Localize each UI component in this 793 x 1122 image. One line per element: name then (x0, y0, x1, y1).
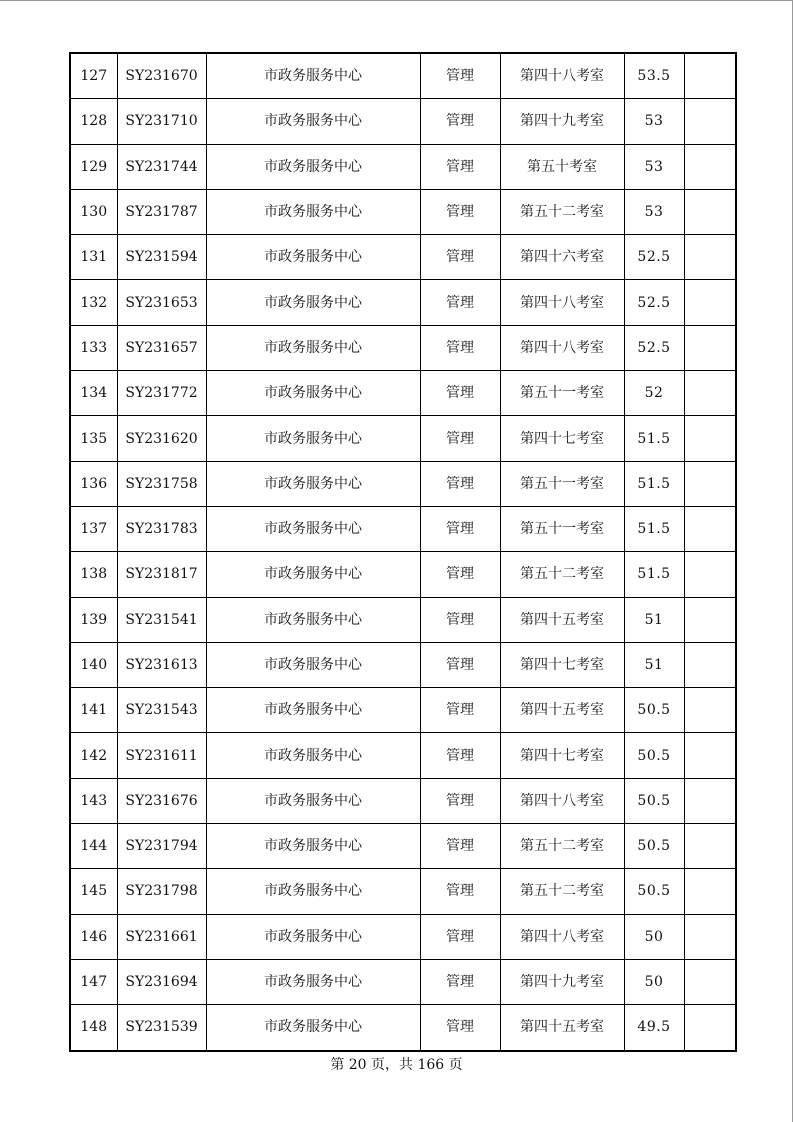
unit-name-cell: 市政务服务中心 (206, 461, 420, 506)
row-number-cell: 140 (70, 642, 117, 687)
table-row (70, 869, 736, 914)
exam-room-cell: 第四十八考室 (500, 53, 624, 99)
table-row (70, 1005, 736, 1051)
unit-name-cell: 市政务服务中心 (206, 869, 420, 914)
post-type-cell: 管理 (420, 1005, 500, 1051)
table-body (70, 53, 736, 1051)
row-number-cell: 146 (70, 914, 117, 959)
table-row (70, 959, 736, 1004)
table-row (70, 99, 736, 144)
exam-room-cell: 第四十五考室 (500, 1005, 624, 1051)
unit-name-cell: 市政务服务中心 (206, 506, 420, 551)
exam-room-cell: 第五十二考室 (500, 869, 624, 914)
candidate-id-cell: SY231657 (117, 325, 206, 370)
remark-cell (684, 53, 736, 99)
unit-name-cell: 市政务服务中心 (206, 552, 420, 597)
row-number-cell: 129 (70, 144, 117, 189)
exam-room-cell: 第四十九考室 (500, 959, 624, 1004)
candidate-id-cell: SY231794 (117, 824, 206, 869)
post-type-cell: 管理 (420, 552, 500, 597)
table-row (70, 461, 736, 506)
remark-cell (684, 597, 736, 642)
remark-cell (684, 371, 736, 416)
unit-name-cell: 市政务服务中心 (206, 914, 420, 959)
remark-cell (684, 688, 736, 733)
candidate-id-cell: SY231787 (117, 189, 206, 234)
score-cell: 53.5 (624, 53, 684, 99)
candidate-id-cell: SY231661 (117, 914, 206, 959)
candidate-id-cell: SY231744 (117, 144, 206, 189)
exam-room-cell: 第四十八考室 (500, 280, 624, 325)
row-number-cell: 128 (70, 99, 117, 144)
candidate-id-cell: SY231613 (117, 642, 206, 687)
table-row (70, 235, 736, 280)
row-number-cell: 131 (70, 235, 117, 280)
score-cell: 51.5 (624, 416, 684, 461)
unit-name-cell: 市政务服务中心 (206, 416, 420, 461)
unit-name-cell: 市政务服务中心 (206, 824, 420, 869)
candidate-id-cell: SY231710 (117, 99, 206, 144)
page-border-top (0, 0, 793, 1)
row-number-cell: 144 (70, 824, 117, 869)
row-number-cell: 148 (70, 1005, 117, 1051)
score-cell: 52.5 (624, 235, 684, 280)
candidate-id-cell: SY231772 (117, 371, 206, 416)
candidate-id-cell: SY231783 (117, 506, 206, 551)
exam-room-cell: 第四十七考室 (500, 642, 624, 687)
score-cell: 53 (624, 189, 684, 234)
exam-room-cell: 第四十八考室 (500, 325, 624, 370)
row-number-cell: 143 (70, 778, 117, 823)
row-number-cell: 142 (70, 733, 117, 778)
table-row (70, 144, 736, 189)
remark-cell (684, 325, 736, 370)
unit-name-cell: 市政务服务中心 (206, 597, 420, 642)
exam-room-cell: 第四十八考室 (500, 914, 624, 959)
score-cell: 53 (624, 144, 684, 189)
candidate-id-cell: SY231798 (117, 869, 206, 914)
row-number-cell: 138 (70, 552, 117, 597)
exam-room-cell: 第四十七考室 (500, 733, 624, 778)
remark-cell (684, 235, 736, 280)
candidate-id-cell: SY231611 (117, 733, 206, 778)
unit-name-cell: 市政务服务中心 (206, 280, 420, 325)
exam-room-cell: 第五十一考室 (500, 506, 624, 551)
candidate-id-cell: SY231541 (117, 597, 206, 642)
unit-name-cell: 市政务服务中心 (206, 325, 420, 370)
unit-name-cell: 市政务服务中心 (206, 144, 420, 189)
post-type-cell: 管理 (420, 959, 500, 1004)
score-cell: 50 (624, 914, 684, 959)
unit-name-cell: 市政务服务中心 (206, 189, 420, 234)
score-cell: 51.5 (624, 506, 684, 551)
row-number-cell: 134 (70, 371, 117, 416)
post-type-cell: 管理 (420, 189, 500, 234)
exam-room-cell: 第四十七考室 (500, 416, 624, 461)
score-cell: 50.5 (624, 688, 684, 733)
unit-name-cell: 市政务服务中心 (206, 642, 420, 687)
candidate-id-cell: SY231594 (117, 235, 206, 280)
table-row (70, 371, 736, 416)
score-table (69, 52, 737, 1052)
unit-name-cell: 市政务服务中心 (206, 235, 420, 280)
table-row (70, 189, 736, 234)
candidate-id-cell: SY231758 (117, 461, 206, 506)
candidate-id-cell: SY231670 (117, 53, 206, 99)
row-number-cell: 141 (70, 688, 117, 733)
remark-cell (684, 733, 736, 778)
table-row (70, 280, 736, 325)
post-type-cell: 管理 (420, 733, 500, 778)
row-number-cell: 137 (70, 506, 117, 551)
row-number-cell: 136 (70, 461, 117, 506)
exam-room-cell: 第四十五考室 (500, 688, 624, 733)
remark-cell (684, 189, 736, 234)
score-cell: 53 (624, 99, 684, 144)
post-type-cell: 管理 (420, 416, 500, 461)
table-row (70, 778, 736, 823)
candidate-id-cell: SY231676 (117, 778, 206, 823)
candidate-id-cell: SY231817 (117, 552, 206, 597)
remark-cell (684, 144, 736, 189)
unit-name-cell: 市政务服务中心 (206, 371, 420, 416)
remark-cell (684, 869, 736, 914)
score-cell: 52 (624, 371, 684, 416)
candidate-id-cell: SY231543 (117, 688, 206, 733)
post-type-cell: 管理 (420, 778, 500, 823)
unit-name-cell: 市政务服务中心 (206, 959, 420, 1004)
post-type-cell: 管理 (420, 597, 500, 642)
table-row (70, 824, 736, 869)
exam-room-cell: 第五十考室 (500, 144, 624, 189)
post-type-cell: 管理 (420, 869, 500, 914)
unit-name-cell: 市政务服务中心 (206, 688, 420, 733)
page-footer: 第 20 页，共 166 页 (330, 1057, 463, 1073)
exam-room-cell: 第四十六考室 (500, 235, 624, 280)
row-number-cell: 139 (70, 597, 117, 642)
remark-cell (684, 280, 736, 325)
remark-cell (684, 552, 736, 597)
table-row (70, 506, 736, 551)
row-number-cell: 145 (70, 869, 117, 914)
post-type-cell: 管理 (420, 99, 500, 144)
row-number-cell: 147 (70, 959, 117, 1004)
table-row (70, 688, 736, 733)
table-row (70, 733, 736, 778)
table-row (70, 552, 736, 597)
row-number-cell: 135 (70, 416, 117, 461)
candidate-id-cell: SY231694 (117, 959, 206, 1004)
remark-cell (684, 642, 736, 687)
score-cell: 50.5 (624, 869, 684, 914)
post-type-cell: 管理 (420, 461, 500, 506)
score-cell: 50.5 (624, 824, 684, 869)
post-type-cell: 管理 (420, 280, 500, 325)
remark-cell (684, 778, 736, 823)
unit-name-cell: 市政务服务中心 (206, 778, 420, 823)
unit-name-cell: 市政务服务中心 (206, 1005, 420, 1051)
post-type-cell: 管理 (420, 914, 500, 959)
remark-cell (684, 959, 736, 1004)
exam-room-cell: 第四十八考室 (500, 778, 624, 823)
table-row (70, 325, 736, 370)
remark-cell (684, 1005, 736, 1051)
row-number-cell: 127 (70, 53, 117, 99)
remark-cell (684, 506, 736, 551)
score-cell: 50 (624, 959, 684, 1004)
row-number-cell: 133 (70, 325, 117, 370)
post-type-cell: 管理 (420, 506, 500, 551)
post-type-cell: 管理 (420, 144, 500, 189)
remark-cell (684, 824, 736, 869)
unit-name-cell: 市政务服务中心 (206, 99, 420, 144)
candidate-id-cell: SY231539 (117, 1005, 206, 1051)
candidate-id-cell: SY231620 (117, 416, 206, 461)
exam-room-cell: 第四十九考室 (500, 99, 624, 144)
post-type-cell: 管理 (420, 53, 500, 99)
unit-name-cell: 市政务服务中心 (206, 53, 420, 99)
table-row (70, 914, 736, 959)
score-cell: 51 (624, 597, 684, 642)
post-type-cell: 管理 (420, 642, 500, 687)
exam-room-cell: 第五十一考室 (500, 371, 624, 416)
score-cell: 51.5 (624, 552, 684, 597)
score-cell: 49.5 (624, 1005, 684, 1051)
table-row (70, 597, 736, 642)
table-row (70, 53, 736, 99)
row-number-cell: 130 (70, 189, 117, 234)
post-type-cell: 管理 (420, 371, 500, 416)
table-row (70, 416, 736, 461)
exam-room-cell: 第五十一考室 (500, 461, 624, 506)
exam-room-cell: 第五十二考室 (500, 824, 624, 869)
score-cell: 51 (624, 642, 684, 687)
post-type-cell: 管理 (420, 325, 500, 370)
remark-cell (684, 416, 736, 461)
post-type-cell: 管理 (420, 235, 500, 280)
row-number-cell: 132 (70, 280, 117, 325)
score-cell: 50.5 (624, 733, 684, 778)
unit-name-cell: 市政务服务中心 (206, 733, 420, 778)
score-cell: 52.5 (624, 325, 684, 370)
exam-room-cell: 第四十五考室 (500, 597, 624, 642)
remark-cell (684, 99, 736, 144)
exam-room-cell: 第五十二考室 (500, 552, 624, 597)
score-cell: 51.5 (624, 461, 684, 506)
remark-cell (684, 914, 736, 959)
post-type-cell: 管理 (420, 824, 500, 869)
score-cell: 50.5 (624, 778, 684, 823)
candidate-id-cell: SY231653 (117, 280, 206, 325)
remark-cell (684, 461, 736, 506)
post-type-cell: 管理 (420, 688, 500, 733)
score-cell: 52.5 (624, 280, 684, 325)
table-row (70, 642, 736, 687)
exam-room-cell: 第五十二考室 (500, 189, 624, 234)
